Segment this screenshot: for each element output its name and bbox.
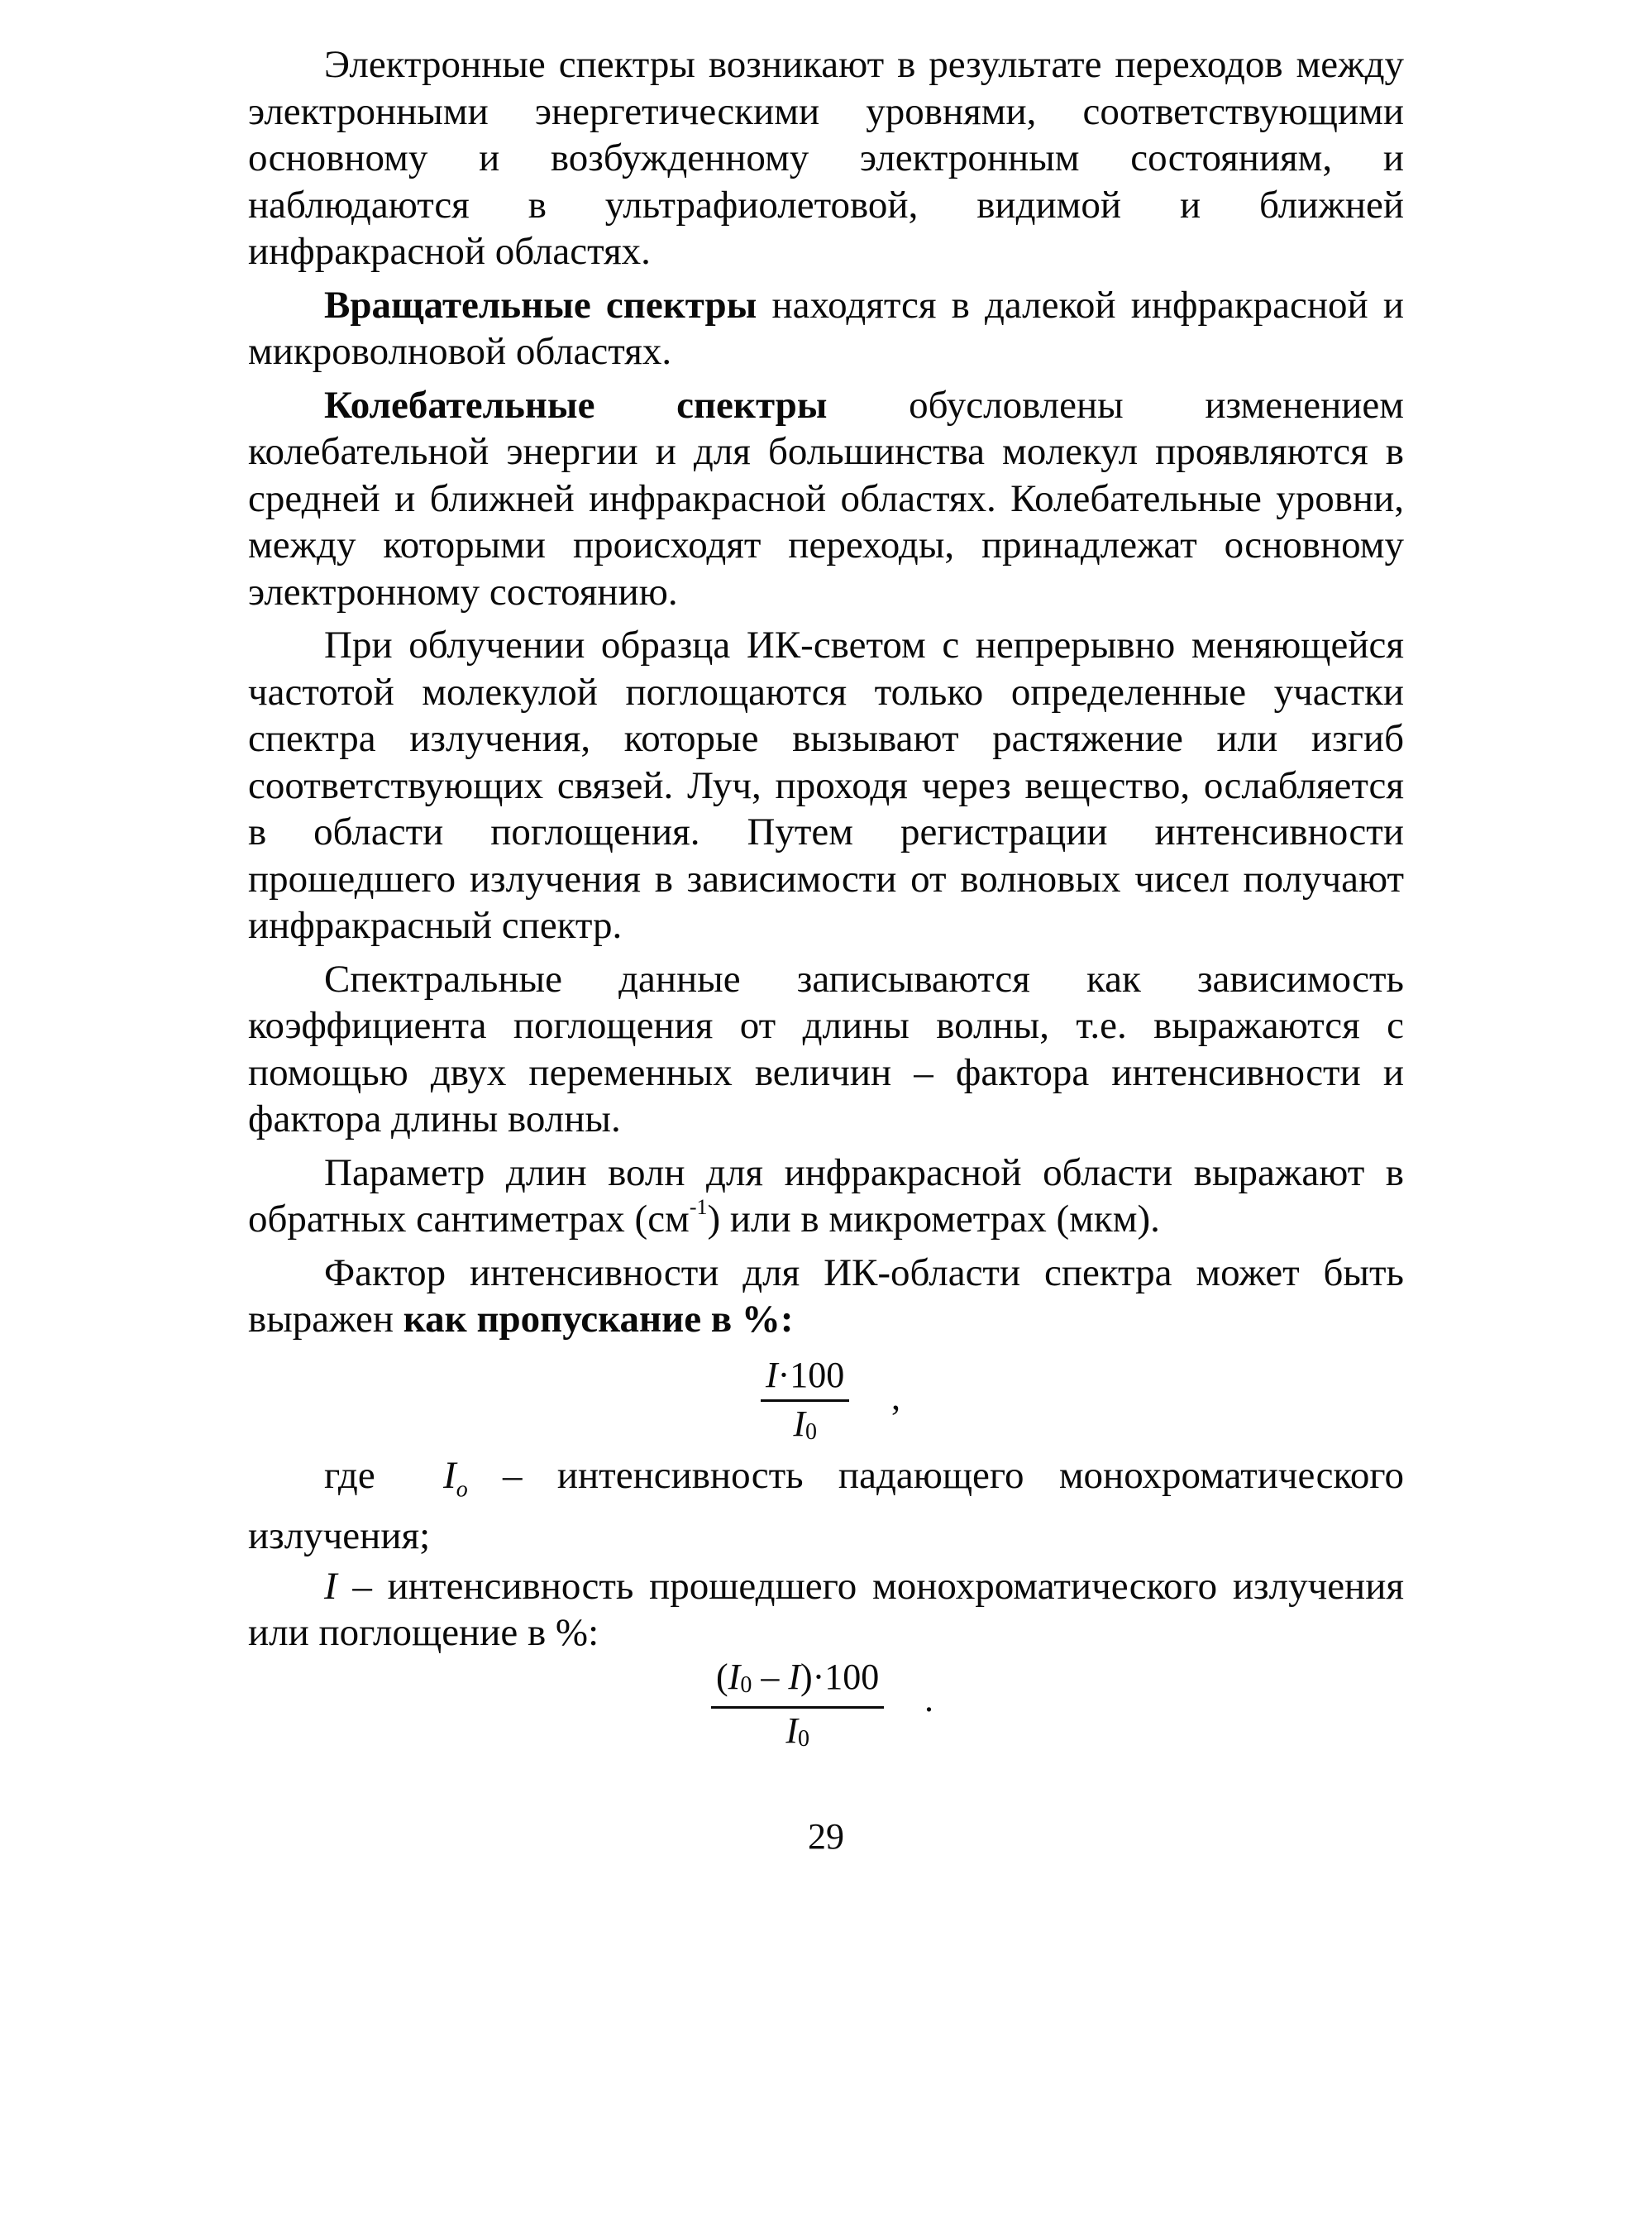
variable-i0-den: I: [785, 1709, 798, 1751]
fraction-transmittance: [761, 1355, 849, 1451]
subscript-zero-num: 0: [740, 1671, 752, 1698]
paragraph-wavelength-parameter: [248, 1150, 1404, 1243]
fraction-numerator: [761, 1355, 849, 1399]
page-number: 29: [808, 1816, 844, 1857]
fraction-absorption: [711, 1657, 884, 1758]
paragraph-ir-irradiation: При облучении образца ИК-светом с непрерывно меняющейся частотой молекулой поглощаются только определенные участки спектра излучения, которые вызывают растяжение или изгиб соответствующих связей. Луч, проходя через вещество, ослабляется в области поглощения. Путем регистрации интенсивности прошедшего излучения в зависимости от волновых чисел получают инфракрасный спектр.: [248, 624, 1404, 947]
where-word: где: [324, 1453, 411, 1497]
paragraph-vibrational-spectra: [248, 382, 1404, 616]
definition-i0: [248, 1452, 1404, 1560]
intensity-text: Фактор интенсивности для ИК-области спектра может быть выражен: [248, 1250, 1404, 1341]
fraction-denominator: [761, 1402, 849, 1451]
subscript-o: o: [456, 1475, 468, 1502]
paragraph-vibrational-text: обусловлены изменением колебательной энергии и для большинства молекул проявляются в средней и ближней инфракрасной областях. Колебательные уровни, между которыми происходят переходы, принадлежат основному электронному состоянию.: [248, 383, 1404, 614]
paren-open: (: [716, 1656, 728, 1697]
paragraph-intensity-factor: [248, 1250, 1404, 1343]
definition-i: [248, 1563, 1404, 1657]
variable-i-num: I: [788, 1656, 800, 1697]
variable-i0-num: I: [728, 1656, 741, 1697]
numerator-multiplier: ·100: [777, 1354, 845, 1395]
definition-i-text: – интенсивность прошедшего монохроматического излучения или поглощение в %:: [248, 1564, 1404, 1655]
wavelength-text-end: ) или в микрометрах (мкм).: [707, 1198, 1160, 1241]
superscript-minus-one: -1: [689, 1195, 708, 1220]
subscript-zero: 0: [805, 1418, 817, 1445]
formula-absorption: [248, 1657, 1404, 1756]
paragraph-electronic-spectra: Электронные спектры возникают в результате переходов между электронными энергетическими уровнями, соответствующими основному и возбужденному электронным состояниям, и наблюдаются в ультрафиолетовой, видимой и ближней инфракрасной областях.: [248, 43, 1404, 273]
formula-period: .: [924, 1678, 933, 1719]
formula-transmittance: [248, 1343, 1404, 1449]
subscript-zero-den: 0: [797, 1725, 809, 1752]
absorption-numerator: [711, 1657, 884, 1706]
formula-comma: ,: [891, 1376, 900, 1418]
variable-i0-definition: I: [443, 1453, 456, 1497]
term-rotational-spectra: Вращательные спектры: [324, 283, 757, 327]
minus-sign: –: [752, 1656, 789, 1697]
definition-i0-text: – интенсивность падающего монохроматического излучения;: [248, 1453, 1404, 1558]
absorption-denominator: [711, 1709, 884, 1758]
paren-close-multiplier: )·100: [800, 1656, 880, 1697]
term-transmittance: как пропускание в %:: [403, 1298, 794, 1341]
variable-i-definition: I: [324, 1564, 337, 1608]
wavelength-text-start: Параметр длин волн для инфракрасной области выражают в обратных сантиметрах (см: [248, 1150, 1404, 1241]
paragraph-rotational-text: находятся в далекой инфракрасной и микроволновой областях.: [248, 283, 1404, 373]
term-vibrational-spectra: Колебательные спектры: [324, 383, 828, 427]
variable-i0: I: [793, 1403, 805, 1444]
paragraph-spectral-data: Спектральные данные записываются как зависимость коэффициента поглощения от длины волны, т.е. выражаются с помощью двух переменных величин – фактора интенсивности и фактора длины волны.: [248, 957, 1404, 1140]
body-text: [248, 41, 1404, 1756]
variable-i: I: [766, 1354, 778, 1395]
paragraph-rotational-spectra: [248, 282, 1404, 375]
